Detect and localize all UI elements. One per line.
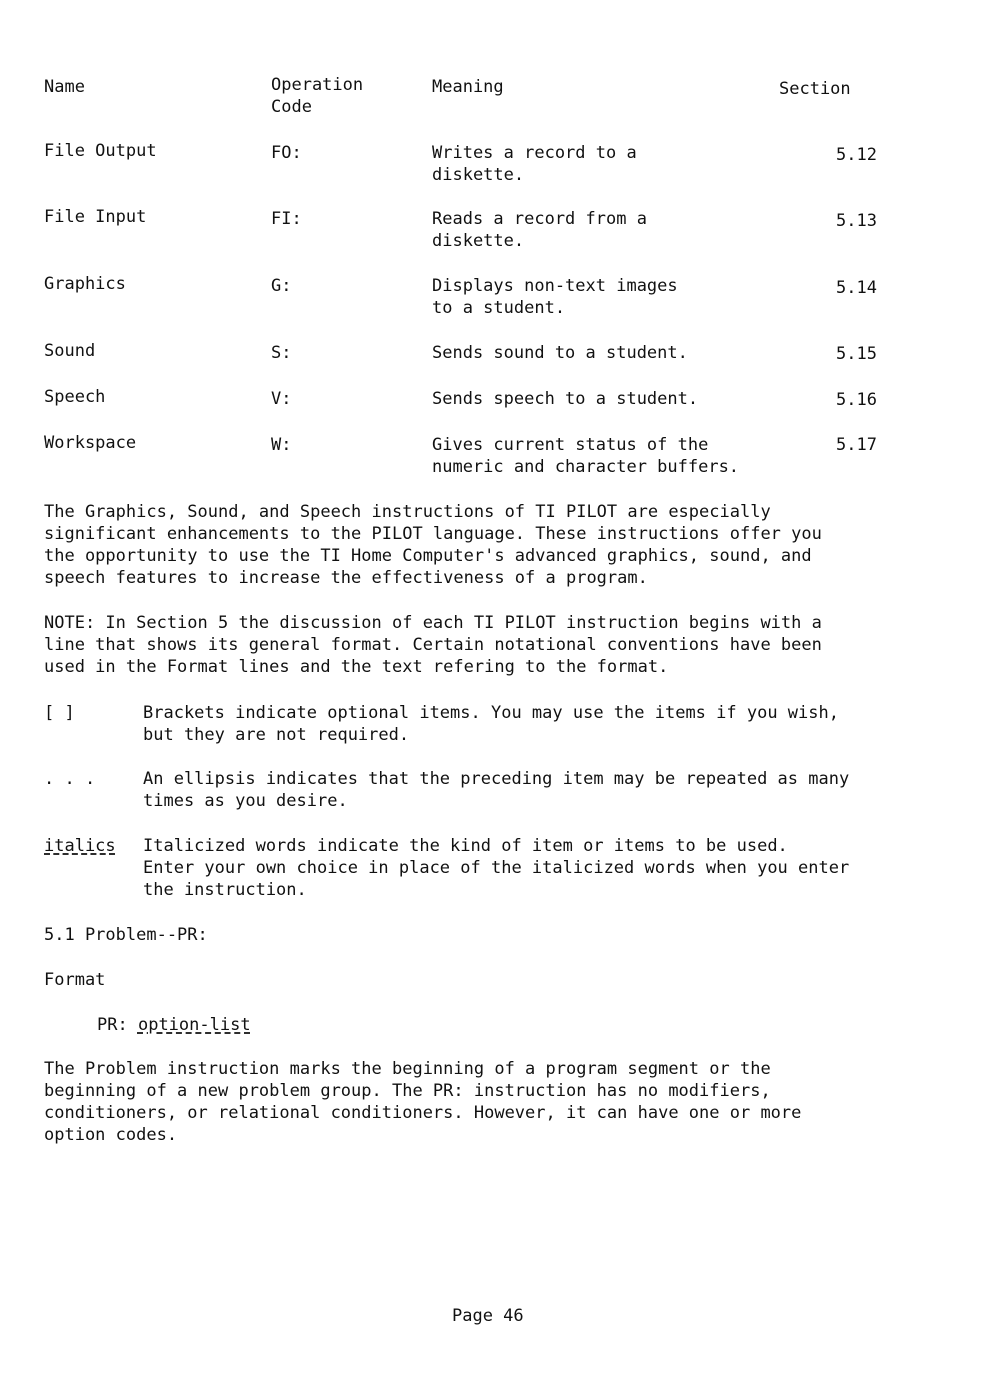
row-meaning: Reads a record from a diskette. <box>432 209 647 251</box>
brackets-symbol: [ ] <box>44 703 75 723</box>
convention-text: Italicized words indicate the kind of item or items to be used. Enter your own choice in place of the italicized words when you enter the instruction. <box>143 836 850 900</box>
row-name: Speech <box>44 387 106 407</box>
intro-paragraph: The Graphics, Sound, and Speech instructions of TI PILOT are especially significant enhancements to the PILOT language. These instructions offer you the opportunity to use the TI Home Computer's advanced graphics, sound, and speech features to increase the effectiveness of a program. <box>44 502 822 588</box>
row-meaning: Gives current status of the numeric and character buffers. <box>432 435 740 477</box>
row-meaning: Displays non-text images to a student. <box>432 276 678 318</box>
row-meaning: Sends sound to a student. <box>432 343 688 363</box>
problem-paragraph: The Problem instruction marks the beginning of a program segment or the beginning of a new problem group. The PR: instruction has no modifiers, conditioners, or relational conditioners. However, it can have one or more option codes. <box>44 1059 802 1145</box>
row-section: 5.17 <box>836 435 877 455</box>
row-section: 5.13 <box>836 211 877 231</box>
row-name: Sound <box>44 341 96 361</box>
convention-text: An ellipsis indicates that the preceding item may be repeated as many times as you desire. <box>143 769 850 811</box>
row-name: Workspace <box>44 433 137 453</box>
format-line <box>97 1014 251 1036</box>
row-section: 5.15 <box>836 344 877 364</box>
format-argument: option-list <box>137 1015 251 1035</box>
header-name: Name <box>44 77 85 97</box>
row-code: V: <box>271 389 292 409</box>
ellipsis-symbol: . . . <box>44 769 96 789</box>
row-code: FI: <box>271 209 302 229</box>
format-code: PR: <box>97 1015 128 1035</box>
section-heading: 5.1 Problem--PR: <box>44 925 208 945</box>
row-code: W: <box>271 435 292 455</box>
header-meaning: Meaning <box>432 77 504 97</box>
row-meaning: Writes a record to a diskette. <box>432 143 637 185</box>
row-name: File Input <box>44 207 147 227</box>
row-section: 5.16 <box>836 390 877 410</box>
header-operation-code: Operation Code <box>271 75 364 117</box>
convention-text: Brackets indicate optional items. You may use the items if you wish, but they are not required. <box>143 703 839 745</box>
row-code: FO: <box>271 143 302 163</box>
italics-symbol: italics <box>44 836 116 856</box>
page-number: Page 46 <box>452 1306 524 1326</box>
row-code: S: <box>271 343 292 363</box>
row-code: G: <box>271 276 292 296</box>
header-section: Section <box>779 79 851 99</box>
row-meaning: Sends speech to a student. <box>432 389 699 409</box>
note-paragraph: NOTE: In Section 5 the discussion of each TI PILOT instruction begins with a line that shows its general format. Certain notational conventions have been used in the Format lines and the text refering to the format. <box>44 613 822 677</box>
row-name: Graphics <box>44 274 126 294</box>
row-name: File Output <box>44 141 157 161</box>
format-label: Format <box>44 970 106 990</box>
row-section: 5.12 <box>836 145 877 165</box>
row-section: 5.14 <box>836 278 877 298</box>
